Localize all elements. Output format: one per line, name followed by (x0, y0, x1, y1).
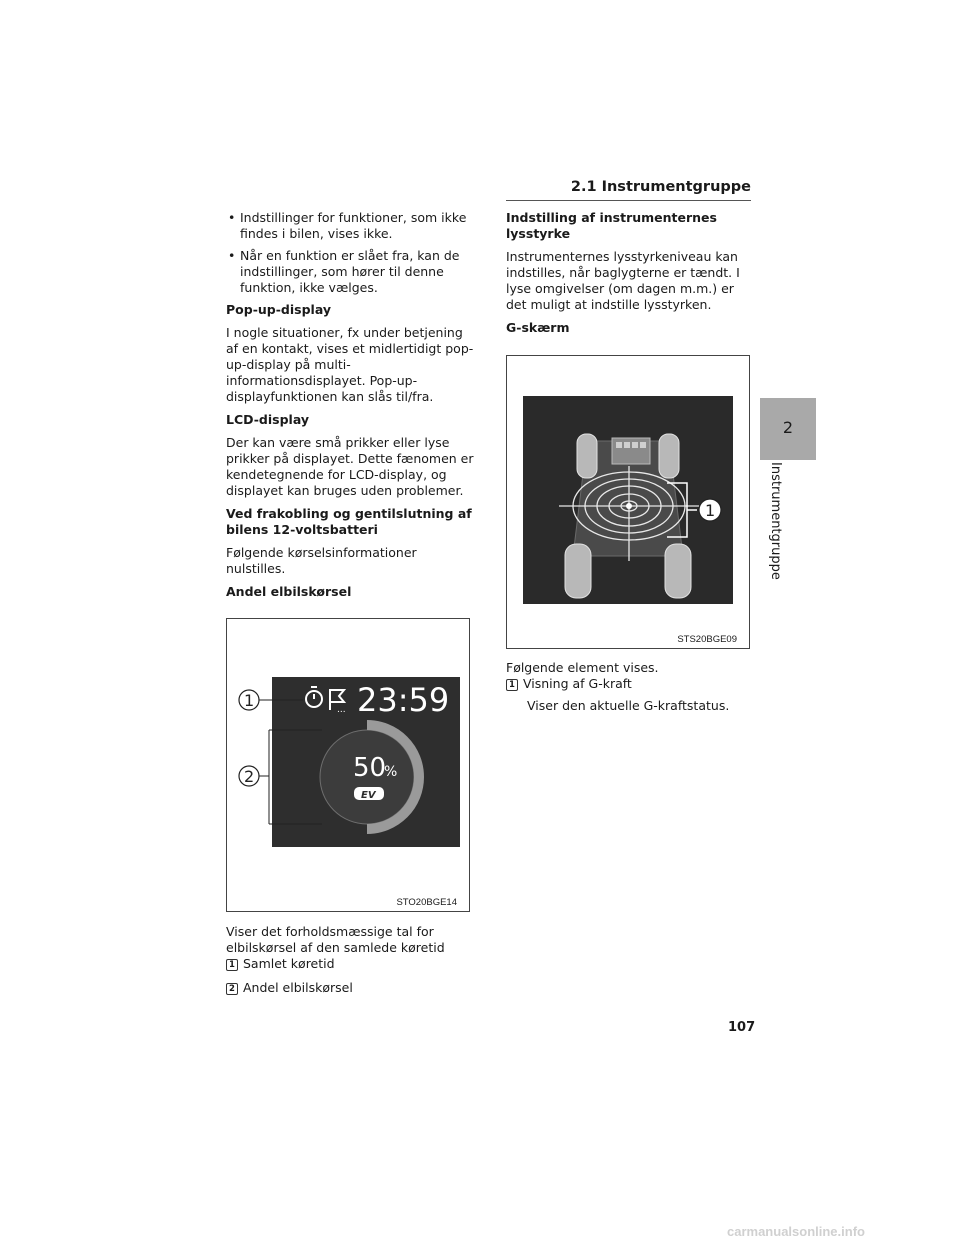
g-screen-illustration (507, 356, 749, 648)
figure-code: STS20BGE09 (677, 634, 737, 645)
page-number: 107 (728, 1020, 756, 1035)
chapter-label-text: Instrumentgruppe (768, 462, 783, 580)
clock-time: 23:59 (357, 681, 450, 719)
flag-dots: ... (337, 705, 346, 715)
chapter-tab[interactable] (760, 398, 816, 460)
legend-text: Andel elbilskørsel (243, 980, 353, 995)
section-header (506, 179, 751, 201)
percent-sign: % (384, 764, 398, 780)
g-screen-heading: G-skærm (506, 320, 570, 335)
ev-caption: Viser det forholdsmæssige tal for elbilskørsel af den samlede køretid (226, 924, 445, 955)
ev-share-figure (226, 618, 470, 912)
left-column (226, 210, 476, 607)
ev-badge: EV (361, 790, 376, 801)
callout-1-label: 1 (244, 691, 255, 710)
lcd-heading: LCD-display (226, 412, 310, 427)
figure-code: STO20BGE14 (396, 897, 457, 908)
ev-heading: Andel elbilskørsel (226, 584, 352, 599)
battery-heading: Ved frakobling og gentilslutning af bilens 12-voltsbatteri (226, 506, 472, 537)
popup-heading: Pop-up-display (226, 302, 332, 317)
chapter-number: 2 (782, 418, 794, 437)
lcd-text: Der kan være små prikker eller lyse prikker på displayet. Dette fænomen er kendetegnende for LCD-display, og displayet kan bruges uden problemer. (226, 435, 474, 498)
bullet-item: • Indstillinger for funktioner, som ikke findes i bilen, vises ikke. (226, 210, 476, 242)
chapter-label (766, 462, 786, 582)
ev-caption-block (226, 924, 476, 1004)
engine-block (612, 438, 650, 464)
legend-item (226, 956, 476, 972)
brightness-heading: Indstilling af instrumenternes lysstyrke (506, 210, 717, 241)
section-title: 2.1 Instrumentgruppe (570, 179, 751, 195)
watermark: carmanualsonline.info (727, 1224, 865, 1239)
callout-2-label: 2 (244, 767, 255, 786)
ev-share-illustration (227, 619, 469, 911)
percent-value: 50 (353, 753, 387, 783)
legend-number: 1 (506, 679, 518, 691)
g-caption: Følgende element vises. (506, 660, 659, 675)
legend-title: Visning af G-kraft (523, 676, 632, 691)
callout-1-label: 1 (705, 501, 716, 520)
brightness-text: Instrumenternes lysstyrkeniveau kan indstilles, når baglygterne er tændt. I lyse omgivelser (om dagen m.m.) er det muligt at indstille lysstyrken. (506, 249, 740, 312)
battery-text: Følgende kørselsinformationer nulstilles. (226, 545, 417, 576)
legend-item (226, 980, 476, 996)
bullet-item: • Når en funktion er slået fra, kan de indstillinger, som hører til denne funktion, ikke vælges. (226, 248, 476, 296)
legend-description: Viser den aktuelle G-kraftstatus. (527, 698, 730, 713)
g-caption-block (506, 660, 751, 714)
right-column (506, 210, 751, 343)
legend-number: 1 (226, 959, 238, 971)
legend-number: 2 (226, 983, 238, 995)
legend-item (506, 676, 751, 692)
g-screen-figure (506, 355, 750, 649)
legend-text: Samlet køretid (243, 956, 335, 971)
g-force-dot (626, 503, 632, 509)
popup-text: I nogle situationer, fx under betjening af en kontakt, vises et midlertidigt pop-up-display på multi-informationsdisplayet. Pop-up-displayfunktionen kan slås til/fra. (226, 325, 474, 404)
ev-car-icon (354, 787, 384, 801)
